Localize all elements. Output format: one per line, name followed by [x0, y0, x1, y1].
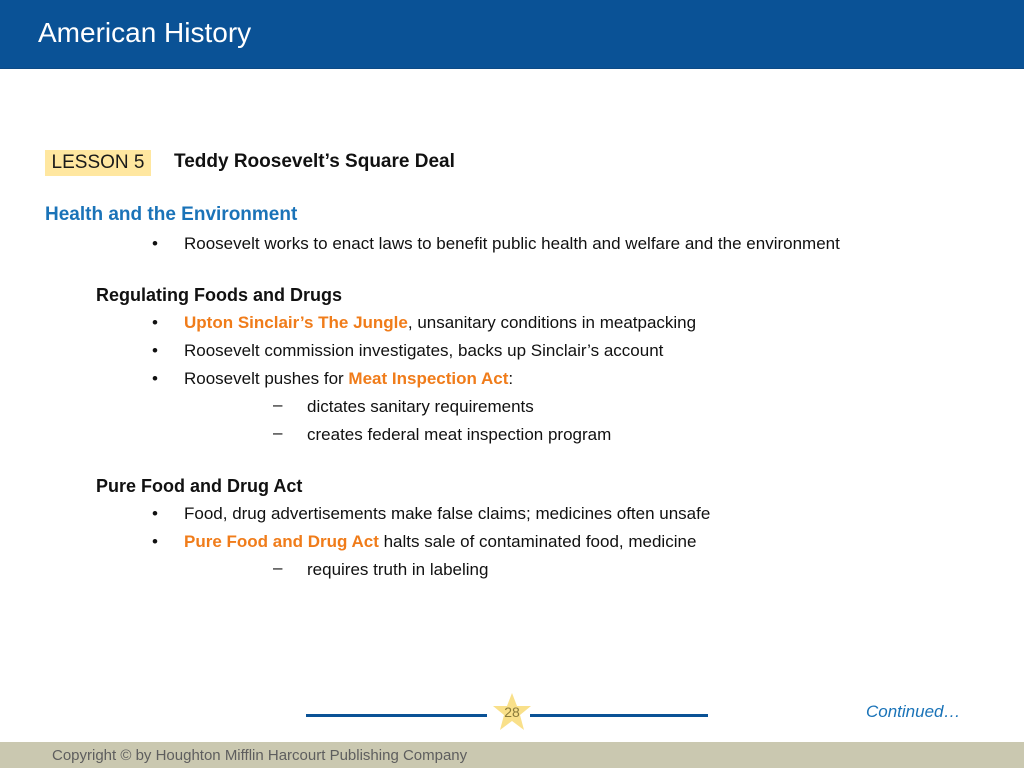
bullet-icon: •	[152, 341, 158, 360]
highlight-term: Upton Sinclair’s The Jungle	[184, 313, 408, 332]
bullet-text	[184, 531, 696, 553]
bullet-icon: •	[152, 234, 158, 253]
bullet-text-pre: Roosevelt pushes for	[184, 369, 349, 388]
subheading-regulating: Regulating Foods and Drugs	[96, 285, 342, 305]
highlight-term: Pure Food and Drug Act	[184, 532, 379, 551]
sub-item-text: creates federal meat inspection program	[307, 425, 612, 444]
section-heading: Health and the Environment	[45, 204, 298, 225]
app-title: American History	[38, 17, 252, 48]
bullet-icon: •	[152, 313, 158, 332]
bullet-text-rest: , unsanitary conditions in meatpacking	[407, 313, 697, 332]
footer-rule-left	[306, 714, 487, 717]
bullet-text: Roosevelt works to enact laws to benefit public health and welfare and the environment	[184, 234, 840, 253]
bullet-text: Roosevelt commission investigates, backs up Sinclair’s account	[184, 341, 664, 360]
page-number: 28	[504, 704, 520, 720]
subheading-purefood: Pure Food and Drug Act	[96, 476, 303, 496]
bullet-text: Food, drug advertisements make false claims; medicines often unsafe	[184, 504, 711, 523]
dash-icon: –	[273, 423, 283, 442]
lesson-badge: LESSON 5	[45, 150, 151, 176]
copyright-text: Copyright © by Houghton Mifflin Harcourt Publishing Company	[52, 747, 468, 764]
bullet-text	[184, 368, 513, 390]
bullet-text-post: :	[508, 369, 514, 388]
continued-label: Continued…	[866, 702, 961, 721]
bullet-icon: •	[152, 369, 158, 388]
bullet-text	[184, 312, 696, 334]
bullet-icon: •	[152, 504, 158, 523]
sub-item-text: dictates sanitary requirements	[307, 397, 534, 416]
footer-rule-right	[530, 714, 708, 717]
lesson-title: Teddy Roosevelt’s Square Deal	[174, 151, 455, 172]
footer-bar	[0, 742, 1024, 768]
bullet-text-rest: halts sale of contaminated food, medicine	[378, 532, 697, 551]
dash-icon: –	[273, 558, 283, 577]
highlight-term: Meat Inspection Act	[348, 369, 509, 388]
header-bar	[0, 0, 1024, 69]
bullet-icon: •	[152, 532, 158, 551]
dash-icon: –	[273, 395, 283, 414]
sub-item-text: requires truth in labeling	[307, 560, 489, 579]
